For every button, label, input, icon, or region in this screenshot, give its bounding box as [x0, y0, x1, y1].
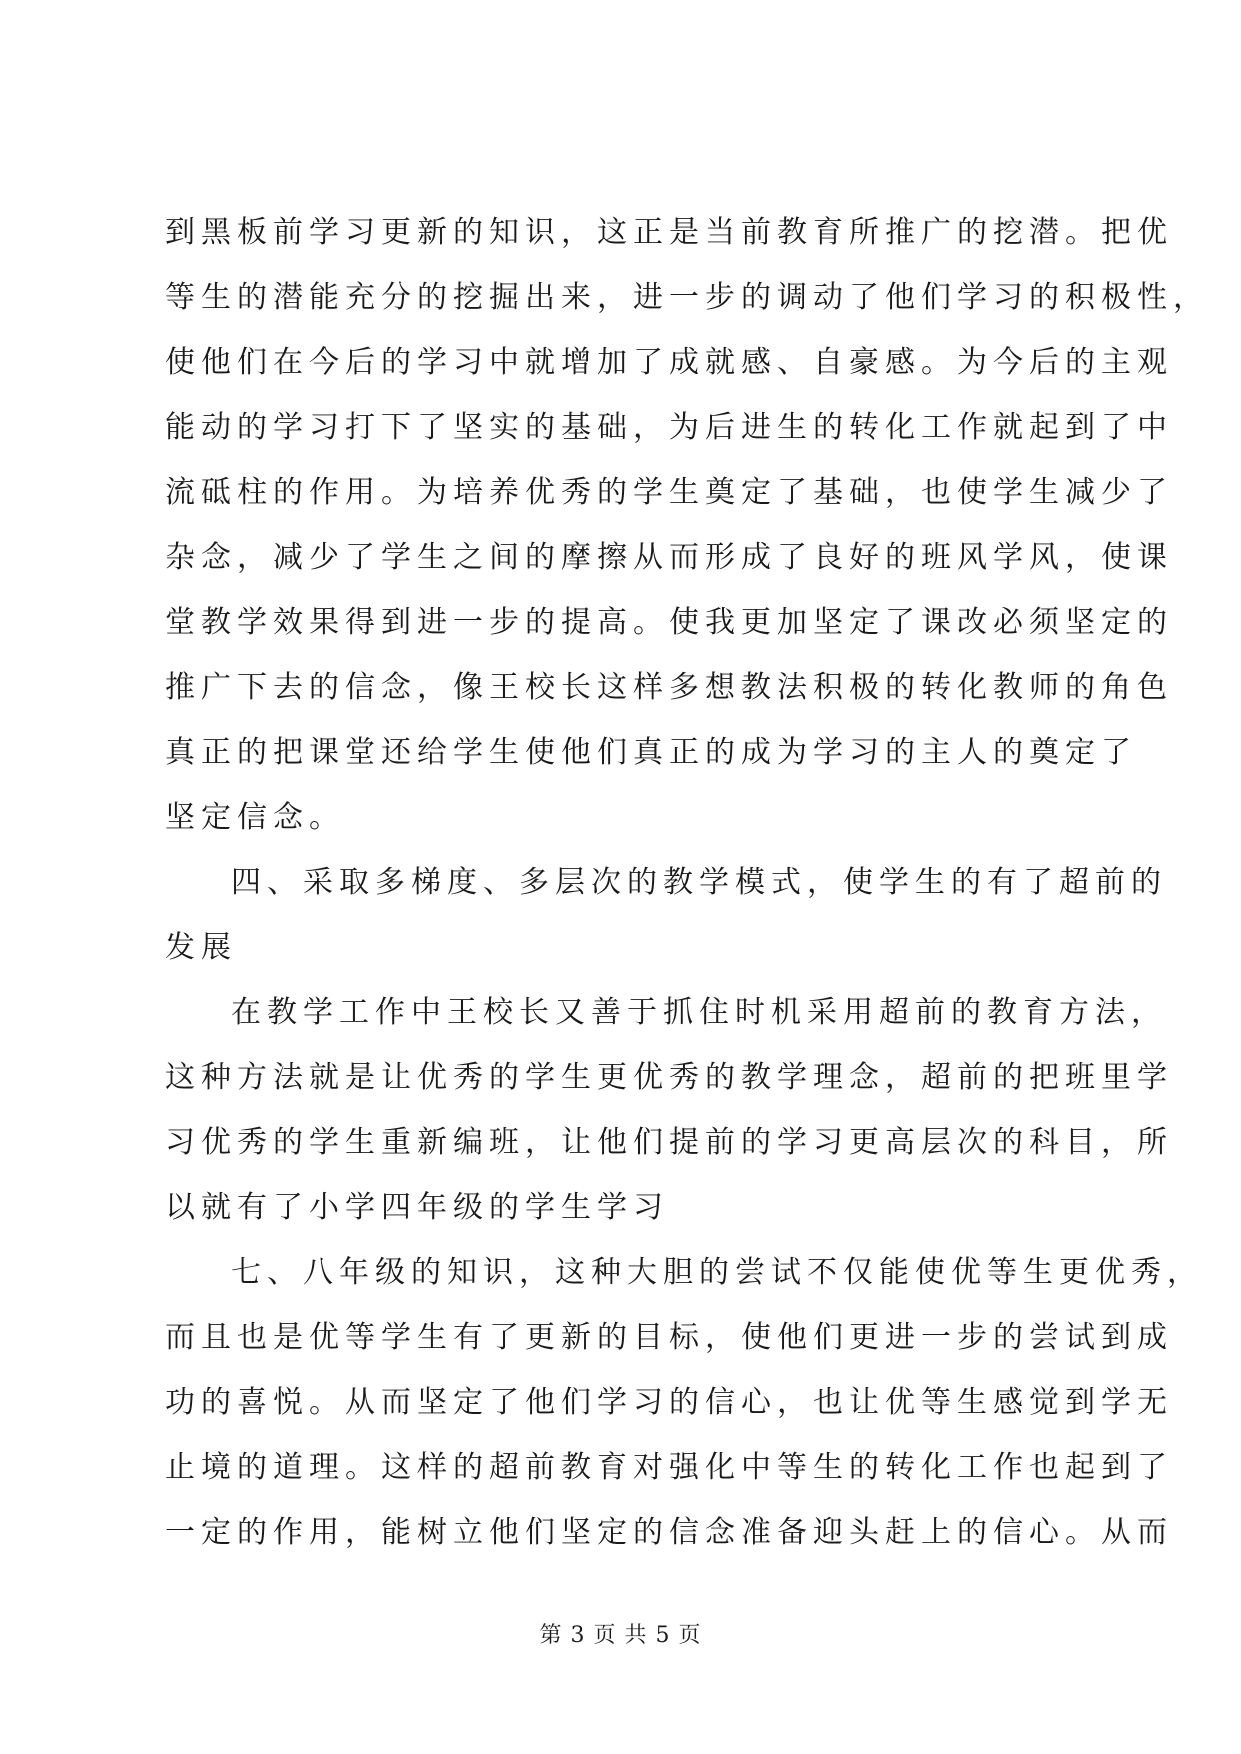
text-line: 推广下去的信念，像王校长这样多想教法积极的转化教师的角色 — [165, 670, 1173, 705]
text-line: 坚定信念。 — [165, 800, 345, 835]
body-text — [165, 200, 1209, 1565]
text-line: 习优秀的学生重新编班，让他们提前的学习更高层次的科目，所 — [165, 1125, 1173, 1160]
section-heading-line: 四、采取多梯度、多层次的教学模式，使学生的有了超前的 — [231, 865, 1167, 900]
text-line: 一定的作用，能树立他们坚定的信念准备迎头赶上的信心。从而 — [165, 1515, 1173, 1550]
text-line: 杂念，减少了学生之间的摩擦从而形成了良好的班风学风，使课 — [165, 540, 1173, 575]
text-line: 七、八年级的知识，这种大胆的尝试不仅能使优等生更优秀， — [231, 1255, 1203, 1290]
page-number-footer: 第 3 页 共 5 页 — [539, 1623, 702, 1648]
text-line: 到黑板前学习更新的知识，这正是当前教育所推广的挖潜。把优 — [165, 215, 1173, 250]
text-line: 堂教学效果得到进一步的提高。使我更加坚定了课改必须坚定的 — [165, 605, 1173, 640]
text-line: 以就有了小学四年级的学生学习 — [165, 1190, 669, 1225]
text-line: 在教学工作中王校长又善于抓住时机采用超前的教育方法， — [231, 995, 1167, 1030]
text-line: 真正的把课堂还给学生使他们真正的成为学习的主人的奠定了 — [165, 735, 1137, 770]
text-line: 这种方法就是让优秀的学生更优秀的教学理念，超前的把班里学 — [165, 1060, 1173, 1095]
section-heading-line: 发展 — [165, 930, 237, 965]
text-line: 使他们在今后的学习中就增加了成就感、自豪感。为今后的主观 — [165, 345, 1173, 380]
text-line: 等生的潜能充分的挖掘出来，进一步的调动了他们学习的积极性， — [165, 280, 1209, 315]
text-line: 功的喜悦。从而坚定了他们学习的信心，也让优等生感觉到学无 — [165, 1385, 1173, 1420]
text-line: 流砥柱的作用。为培养优秀的学生奠定了基础，也使学生减少了 — [165, 475, 1173, 510]
text-line: 能动的学习打下了坚实的基础，为后进生的转化工作就起到了中 — [165, 410, 1173, 445]
text-line: 止境的道理。这样的超前教育对强化中等生的转化工作也起到了 — [165, 1450, 1173, 1485]
text-line: 而且也是优等学生有了更新的目标，使他们更进一步的尝试到成 — [165, 1320, 1173, 1355]
